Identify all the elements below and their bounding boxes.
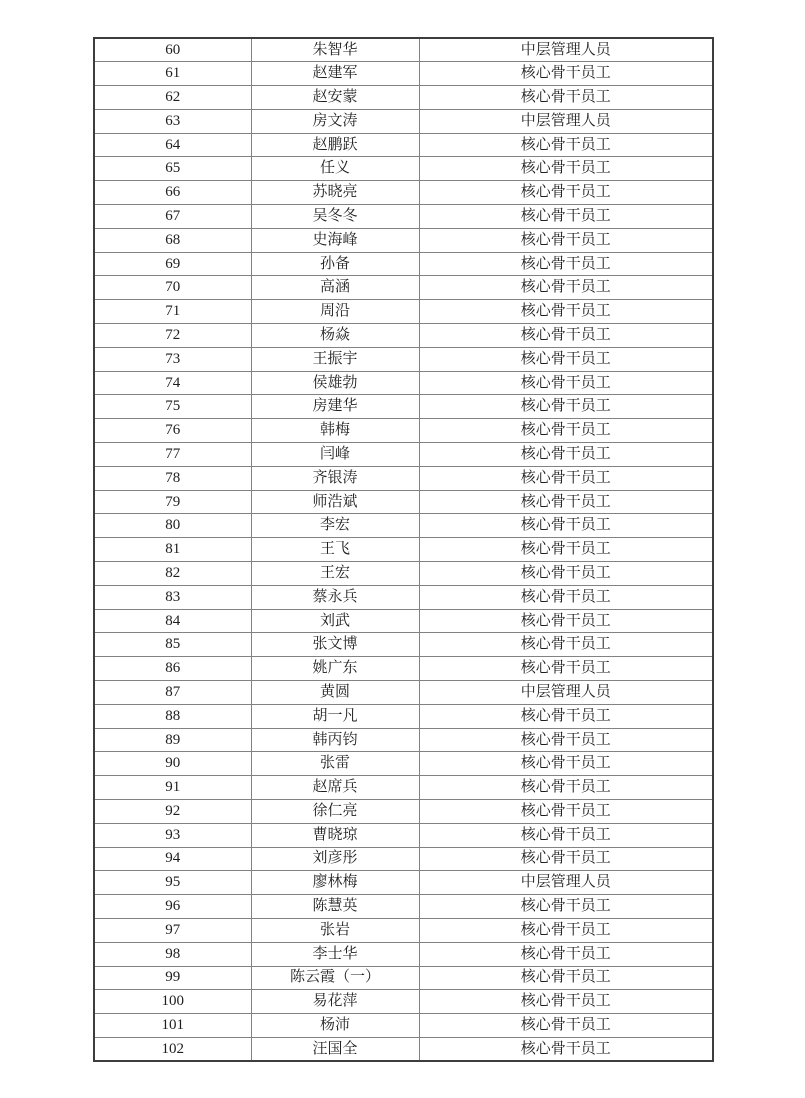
name-cell: 陈云霞（一）	[251, 966, 419, 990]
category-cell: 核心骨干员工	[419, 752, 713, 776]
category-cell: 中层管理人员	[419, 109, 713, 133]
category-cell: 核心骨干员工	[419, 466, 713, 490]
category-cell: 核心骨干员工	[419, 585, 713, 609]
category-cell: 核心骨干员工	[419, 514, 713, 538]
serial-cell: 83	[94, 585, 251, 609]
name-cell: 齐银涛	[251, 466, 419, 490]
serial-cell: 69	[94, 252, 251, 276]
employee-roster-table	[93, 37, 714, 1062]
category-cell: 核心骨干员工	[419, 490, 713, 514]
category-cell: 核心骨干员工	[419, 133, 713, 157]
category-cell: 核心骨干员工	[419, 966, 713, 990]
name-cell: 孙备	[251, 252, 419, 276]
name-cell: 张岩	[251, 918, 419, 942]
table-row	[94, 633, 713, 657]
table-row	[94, 704, 713, 728]
table-row	[94, 86, 713, 110]
table-row	[94, 300, 713, 324]
table-row	[94, 181, 713, 205]
name-cell: 任义	[251, 157, 419, 181]
table-row	[94, 562, 713, 586]
table-row	[94, 538, 713, 562]
serial-cell: 63	[94, 109, 251, 133]
serial-cell: 77	[94, 443, 251, 467]
table-row	[94, 800, 713, 824]
category-cell: 核心骨干员工	[419, 847, 713, 871]
serial-cell: 64	[94, 133, 251, 157]
serial-cell: 71	[94, 300, 251, 324]
serial-cell: 96	[94, 895, 251, 919]
category-cell: 核心骨干员工	[419, 371, 713, 395]
table-row	[94, 371, 713, 395]
table-row	[94, 62, 713, 86]
name-cell: 陈慧英	[251, 895, 419, 919]
name-cell: 廖林梅	[251, 871, 419, 895]
serial-cell: 93	[94, 823, 251, 847]
category-cell: 核心骨干员工	[419, 276, 713, 300]
category-cell: 核心骨干员工	[419, 657, 713, 681]
category-cell: 核心骨干员工	[419, 918, 713, 942]
serial-cell: 66	[94, 181, 251, 205]
table-row	[94, 228, 713, 252]
category-cell: 核心骨干员工	[419, 181, 713, 205]
serial-cell: 86	[94, 657, 251, 681]
category-cell: 核心骨干员工	[419, 228, 713, 252]
table-row	[94, 752, 713, 776]
serial-cell: 74	[94, 371, 251, 395]
name-cell: 杨焱	[251, 324, 419, 348]
name-cell: 曹晓琼	[251, 823, 419, 847]
category-cell: 核心骨干员工	[419, 86, 713, 110]
category-cell: 核心骨干员工	[419, 942, 713, 966]
table-row	[94, 918, 713, 942]
name-cell: 赵鹏跃	[251, 133, 419, 157]
name-cell: 史海峰	[251, 228, 419, 252]
serial-cell: 89	[94, 728, 251, 752]
serial-cell: 75	[94, 395, 251, 419]
table-row	[94, 38, 713, 62]
table-row	[94, 324, 713, 348]
name-cell: 李士华	[251, 942, 419, 966]
name-cell: 师浩斌	[251, 490, 419, 514]
table-row	[94, 133, 713, 157]
serial-cell: 94	[94, 847, 251, 871]
table-row	[94, 514, 713, 538]
serial-cell: 91	[94, 776, 251, 800]
category-cell: 核心骨干员工	[419, 823, 713, 847]
category-cell: 中层管理人员	[419, 871, 713, 895]
serial-cell: 79	[94, 490, 251, 514]
category-cell: 核心骨干员工	[419, 419, 713, 443]
name-cell: 赵席兵	[251, 776, 419, 800]
table-row	[94, 847, 713, 871]
category-cell: 核心骨干员工	[419, 252, 713, 276]
table-row	[94, 776, 713, 800]
name-cell: 蔡永兵	[251, 585, 419, 609]
serial-cell: 92	[94, 800, 251, 824]
name-cell: 朱智华	[251, 38, 419, 62]
name-cell: 刘武	[251, 609, 419, 633]
serial-cell: 97	[94, 918, 251, 942]
serial-cell: 101	[94, 1014, 251, 1038]
category-cell: 核心骨干员工	[419, 609, 713, 633]
table-row	[94, 109, 713, 133]
serial-cell: 102	[94, 1037, 251, 1061]
name-cell: 黄圆	[251, 681, 419, 705]
category-cell: 核心骨干员工	[419, 157, 713, 181]
category-cell: 核心骨干员工	[419, 990, 713, 1014]
category-cell: 核心骨干员工	[419, 395, 713, 419]
category-cell: 核心骨干员工	[419, 704, 713, 728]
table-row	[94, 395, 713, 419]
name-cell: 汪国全	[251, 1037, 419, 1061]
name-cell: 吴冬冬	[251, 205, 419, 229]
category-cell: 核心骨干员工	[419, 1014, 713, 1038]
category-cell: 核心骨干员工	[419, 324, 713, 348]
category-cell: 核心骨干员工	[419, 776, 713, 800]
category-cell: 核心骨干员工	[419, 800, 713, 824]
name-cell: 高涵	[251, 276, 419, 300]
category-cell: 核心骨干员工	[419, 538, 713, 562]
serial-cell: 68	[94, 228, 251, 252]
category-cell: 核心骨干员工	[419, 347, 713, 371]
serial-cell: 84	[94, 609, 251, 633]
serial-cell: 62	[94, 86, 251, 110]
serial-cell: 76	[94, 419, 251, 443]
table-row	[94, 609, 713, 633]
serial-cell: 81	[94, 538, 251, 562]
name-cell: 王飞	[251, 538, 419, 562]
serial-cell: 88	[94, 704, 251, 728]
name-cell: 张雷	[251, 752, 419, 776]
table-row	[94, 871, 713, 895]
table-row	[94, 443, 713, 467]
name-cell: 徐仁亮	[251, 800, 419, 824]
name-cell: 韩梅	[251, 419, 419, 443]
table-row	[94, 990, 713, 1014]
name-cell: 刘彦彤	[251, 847, 419, 871]
employee-table-body	[94, 38, 713, 1061]
serial-cell: 99	[94, 966, 251, 990]
name-cell: 赵建军	[251, 62, 419, 86]
name-cell: 张文博	[251, 633, 419, 657]
name-cell: 苏晓亮	[251, 181, 419, 205]
table-row	[94, 895, 713, 919]
name-cell: 韩丙钧	[251, 728, 419, 752]
name-cell: 闫峰	[251, 443, 419, 467]
table-row	[94, 419, 713, 443]
table-row	[94, 347, 713, 371]
serial-cell: 61	[94, 62, 251, 86]
serial-cell: 90	[94, 752, 251, 776]
table-row	[94, 1037, 713, 1061]
category-cell: 中层管理人员	[419, 681, 713, 705]
table-row	[94, 1014, 713, 1038]
category-cell: 核心骨干员工	[419, 62, 713, 86]
category-cell: 核心骨干员工	[419, 1037, 713, 1061]
table-row	[94, 466, 713, 490]
table-row	[94, 657, 713, 681]
table-row	[94, 942, 713, 966]
serial-cell: 82	[94, 562, 251, 586]
category-cell: 中层管理人员	[419, 38, 713, 62]
serial-cell: 70	[94, 276, 251, 300]
name-cell: 王宏	[251, 562, 419, 586]
serial-cell: 67	[94, 205, 251, 229]
table-row	[94, 728, 713, 752]
name-cell: 胡一凡	[251, 704, 419, 728]
name-cell: 侯雄勃	[251, 371, 419, 395]
name-cell: 房建华	[251, 395, 419, 419]
serial-cell: 95	[94, 871, 251, 895]
name-cell: 周沿	[251, 300, 419, 324]
serial-cell: 80	[94, 514, 251, 538]
category-cell: 核心骨干员工	[419, 562, 713, 586]
category-cell: 核心骨干员工	[419, 728, 713, 752]
name-cell: 李宏	[251, 514, 419, 538]
serial-cell: 98	[94, 942, 251, 966]
serial-cell: 73	[94, 347, 251, 371]
name-cell: 赵安蒙	[251, 86, 419, 110]
table-row	[94, 681, 713, 705]
table-row	[94, 966, 713, 990]
category-cell: 核心骨干员工	[419, 895, 713, 919]
table-row	[94, 823, 713, 847]
serial-cell: 60	[94, 38, 251, 62]
serial-cell: 72	[94, 324, 251, 348]
name-cell: 易花萍	[251, 990, 419, 1014]
table-row	[94, 490, 713, 514]
serial-cell: 100	[94, 990, 251, 1014]
serial-cell: 87	[94, 681, 251, 705]
serial-cell: 85	[94, 633, 251, 657]
table-row	[94, 157, 713, 181]
category-cell: 核心骨干员工	[419, 633, 713, 657]
category-cell: 核心骨干员工	[419, 300, 713, 324]
table-row	[94, 276, 713, 300]
table-row	[94, 252, 713, 276]
name-cell: 杨沛	[251, 1014, 419, 1038]
serial-cell: 78	[94, 466, 251, 490]
table-row	[94, 205, 713, 229]
name-cell: 王振宇	[251, 347, 419, 371]
category-cell: 核心骨干员工	[419, 205, 713, 229]
name-cell: 姚广东	[251, 657, 419, 681]
table-row	[94, 585, 713, 609]
serial-cell: 65	[94, 157, 251, 181]
name-cell: 房文涛	[251, 109, 419, 133]
category-cell: 核心骨干员工	[419, 443, 713, 467]
